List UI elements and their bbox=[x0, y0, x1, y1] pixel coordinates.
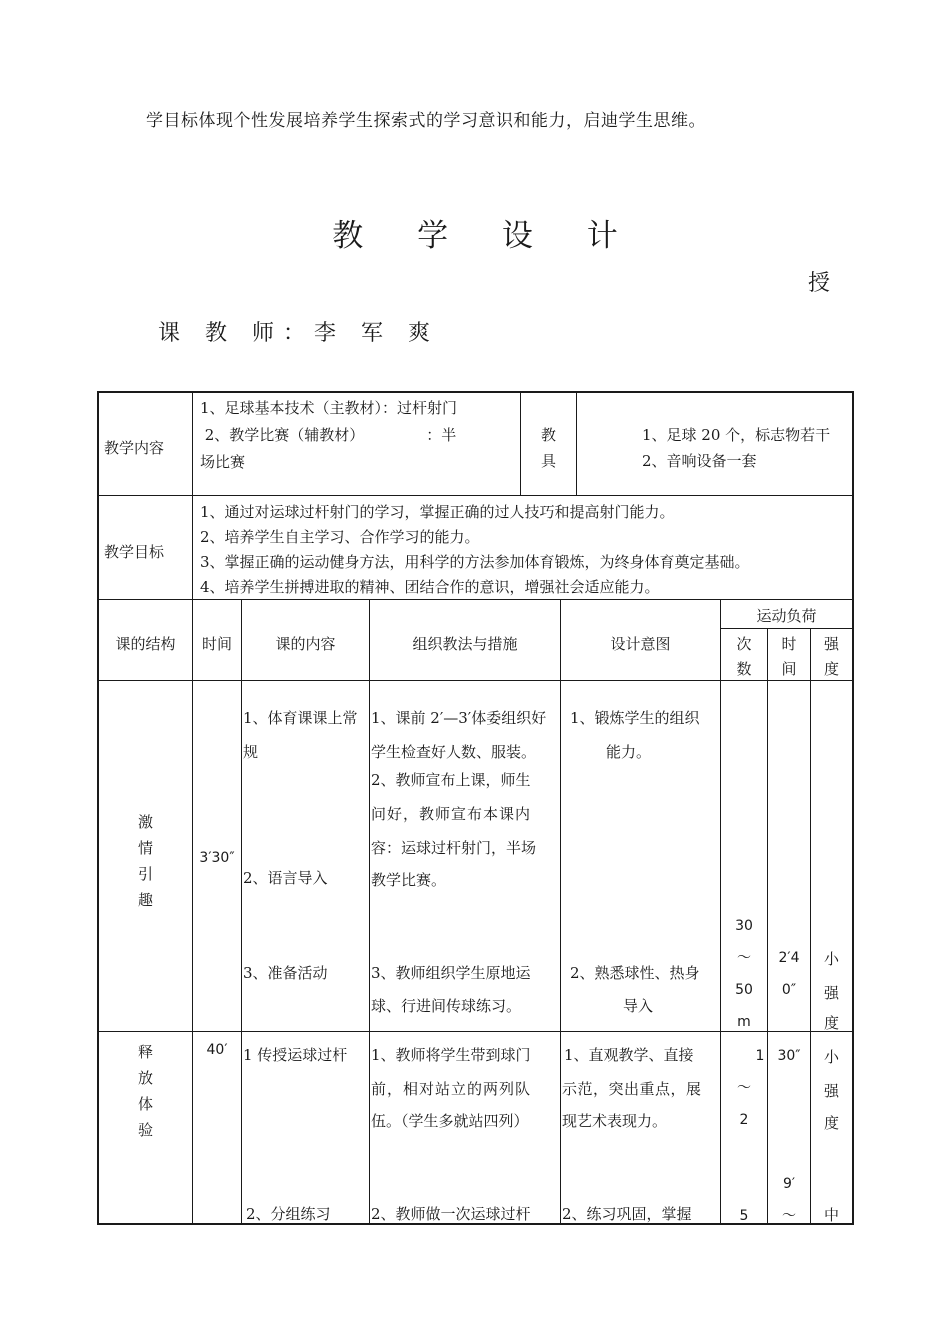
section1-method-3a: 3、教师组织学生原地运 bbox=[371, 964, 531, 982]
document-title: 教 学 设 计 bbox=[332, 218, 640, 254]
header-intensity-2: 度 bbox=[823, 660, 839, 678]
section1-content-1b: 规 bbox=[243, 743, 259, 761]
section2-content-2: 2、分组练习 bbox=[246, 1205, 331, 1223]
intro-line: 学目标体现个性发展培养学生探索式的学习意识和能力，启迪学生思维。 bbox=[146, 111, 706, 131]
section2-duration-1: 30″ bbox=[777, 1048, 801, 1064]
section1-time: 3′30″ bbox=[199, 850, 235, 866]
section2-intensity-1: 强 bbox=[823, 1082, 839, 1100]
section2-time: 40′ bbox=[206, 1042, 228, 1058]
header-count-2: 数 bbox=[736, 660, 752, 678]
section1-method-line: 问好，教师宣布本课内 bbox=[371, 805, 532, 823]
header-count-1: 次 bbox=[736, 635, 752, 653]
section2-intensity-1: 度 bbox=[823, 1114, 839, 1132]
section1-content-3: 3、准备活动 bbox=[243, 964, 328, 982]
section1-method-line: 教学比赛。 bbox=[371, 871, 447, 889]
goals-row-label: 教学目标 bbox=[104, 543, 165, 561]
goal-item: 2、培养学生自主学习、合作学习的能力。 bbox=[200, 528, 480, 546]
section1-intensity: 小 bbox=[823, 950, 839, 968]
section1-method-3b: 球、行进间传球练习。 bbox=[371, 997, 522, 1015]
section1-count: 30 bbox=[735, 918, 753, 934]
header-intent: 设计意图 bbox=[610, 635, 671, 653]
section1-intensity: 强 bbox=[823, 984, 839, 1002]
equipment-label-2: 具 bbox=[540, 452, 556, 470]
section2-duration-2: ～ bbox=[782, 1208, 796, 1224]
header-time: 时间 bbox=[201, 635, 232, 653]
equipment-line-1: 1、足球 20 个，标志物若干 bbox=[642, 426, 831, 444]
header-intensity-1: 强 bbox=[823, 635, 839, 653]
equipment-line-2: 2、音响设备一套 bbox=[642, 452, 757, 470]
section2-structure: 放 bbox=[137, 1069, 153, 1087]
content-line-2: 2、教学比赛（辅教材） ：半 bbox=[200, 426, 457, 444]
section1-method-line: 学生检查好人数、服装。 bbox=[371, 743, 537, 761]
section2-method-2: 2、教师做一次运球过杆 bbox=[371, 1205, 531, 1223]
section1-intent-2a: 2、熟悉球性、热身 bbox=[570, 964, 700, 982]
section1-duration: 2′4 bbox=[778, 950, 800, 966]
section2-duration-2: 9′ bbox=[782, 1176, 796, 1192]
header-duration-1: 时 bbox=[781, 635, 797, 653]
section2-intent-2: 2、练习巩固，掌握 bbox=[562, 1205, 692, 1223]
section2-structure: 释 bbox=[137, 1043, 153, 1061]
section2-structure: 体 bbox=[137, 1095, 153, 1113]
content-row-label: 教学内容 bbox=[104, 439, 165, 457]
goal-item: 4、培养学生拼搏进取的精神、团结合作的意识，增强社会适应能力。 bbox=[200, 578, 660, 596]
goal-item: 1、通过对运球过杆射门的学习，掌握正确的过人技巧和提高射门能力。 bbox=[200, 503, 675, 521]
section1-method-line: 容：运球过杆射门，半场 bbox=[371, 839, 537, 857]
section2-intensity-2: 中 bbox=[823, 1206, 839, 1224]
section2-intensity-1: 小 bbox=[823, 1048, 839, 1066]
section1-duration: 0″ bbox=[781, 982, 797, 998]
section2-count-1: 2 bbox=[739, 1112, 749, 1128]
section2-content-1: 1 传授运球过杆 bbox=[243, 1046, 348, 1064]
section1-content-1a: 1、体育课课上常 bbox=[243, 709, 358, 727]
section1-intensity: 度 bbox=[823, 1014, 839, 1032]
content-line-1: 1、足球基本技术（主教材）：过杆射门 bbox=[200, 399, 458, 417]
teacher-label-part2: 课 教 师：李 军 爽 bbox=[158, 321, 439, 346]
header-load: 运动负荷 bbox=[756, 607, 817, 625]
section2-intent-line: 示范，突出重点，展 bbox=[562, 1080, 702, 1098]
header-method: 组织教法与措施 bbox=[412, 635, 518, 653]
section2-structure: 验 bbox=[137, 1121, 153, 1139]
section1-structure: 趣 bbox=[137, 891, 153, 909]
content-line-3: 场比赛 bbox=[200, 453, 246, 471]
section1-count: 50 bbox=[735, 982, 753, 998]
teacher-label-part1: 授 bbox=[808, 271, 831, 296]
header-structure: 课的结构 bbox=[115, 635, 176, 653]
header-content: 课的内容 bbox=[275, 635, 336, 653]
section1-method-line: 1、课前 2′—3′体委组织好 bbox=[371, 709, 547, 727]
section1-count: m bbox=[737, 1014, 751, 1030]
section1-method-line: 2、教师宣布上课，师生 bbox=[371, 771, 531, 789]
section2-method-line: 1、教师将学生带到球门 bbox=[371, 1046, 531, 1064]
header-duration-2: 间 bbox=[781, 660, 797, 678]
goal-item: 3、掌握正确的运动健身方法，用科学的方法参加体育锻炼，为终身体育奠定基础。 bbox=[200, 553, 750, 571]
section1-structure: 激 bbox=[137, 813, 153, 831]
section2-count-1: 1 bbox=[755, 1048, 765, 1064]
section1-intent-2b: 导入 bbox=[623, 997, 654, 1015]
section2-intent-line: 现艺术表现力。 bbox=[562, 1112, 668, 1130]
section1-intent-1b: 能力。 bbox=[606, 743, 652, 761]
section2-method-line: 伍。（学生多就站四列） bbox=[371, 1112, 529, 1130]
section2-count-1: ～ bbox=[737, 1080, 751, 1096]
section1-structure: 情 bbox=[137, 839, 153, 857]
equipment-label-1: 教 bbox=[540, 426, 556, 444]
section1-structure: 引 bbox=[137, 865, 153, 883]
section2-count-2: 5 bbox=[739, 1208, 749, 1224]
section1-content-2: 2、语言导入 bbox=[243, 869, 328, 887]
section1-count: ～ bbox=[737, 950, 751, 966]
section1-intent-1a: 1、锻炼学生的组织 bbox=[570, 709, 700, 727]
section2-method-line: 前，相对站立的两列队 bbox=[371, 1080, 532, 1098]
section2-intent-line: 1、直观教学、直接 bbox=[564, 1046, 694, 1064]
